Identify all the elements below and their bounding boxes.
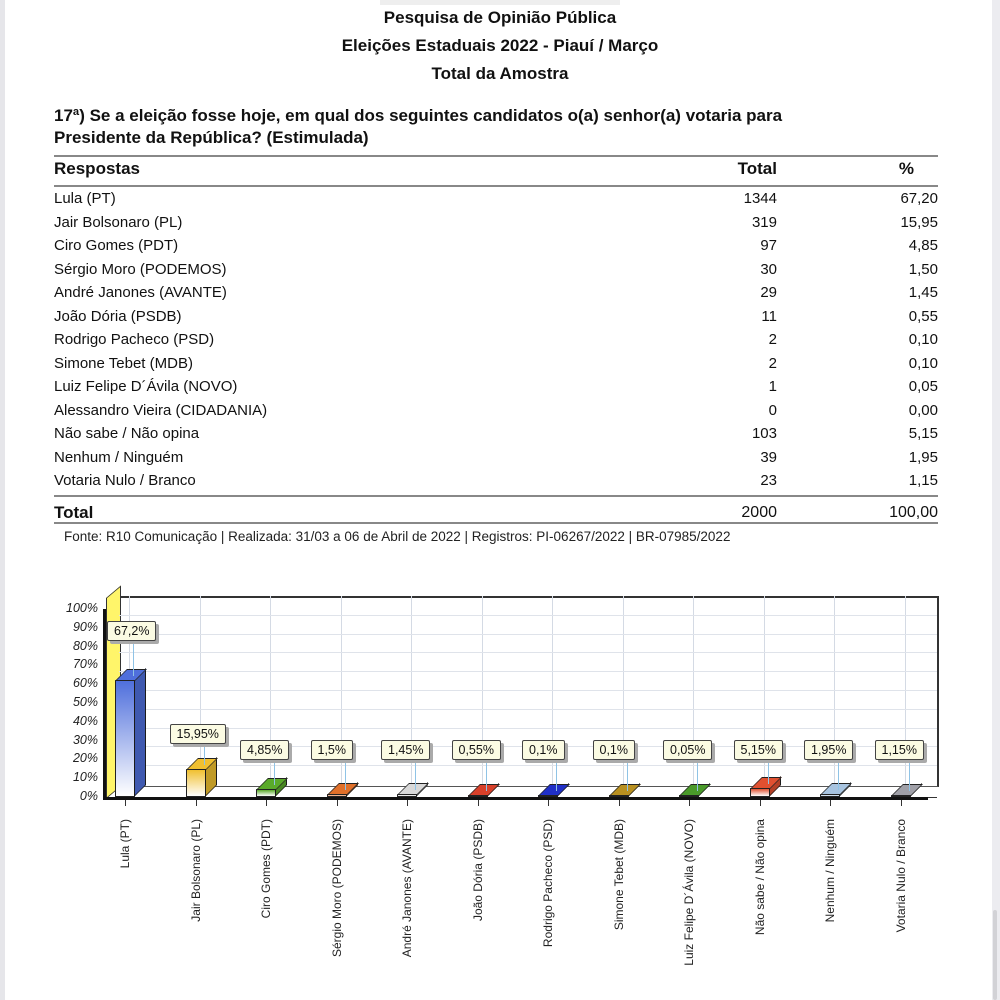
report-subtitle: Eleições Estaduais 2022 - Piauí / Março — [341, 36, 659, 55]
gridline — [119, 765, 937, 766]
chart-floor — [119, 784, 937, 798]
data-label: 0,1% — [522, 740, 565, 760]
label-leader-line — [415, 760, 416, 790]
label-leader-line — [768, 760, 769, 784]
row-pct: 0,00 — [908, 401, 938, 419]
y-tick-label: 30% — [72, 732, 98, 747]
row-name: João Dória (PSDB) — [54, 307, 182, 325]
row-name: Jair Bolsonaro (PL) — [54, 213, 183, 231]
row-total: 39 — [760, 448, 777, 466]
label-leader-line — [697, 760, 698, 791]
x-tick — [478, 800, 479, 806]
row-name: Nenhum / Ninguém — [54, 448, 184, 466]
bar[interactable] — [609, 795, 637, 797]
data-label: 4,85% — [240, 740, 289, 760]
data-label: 1,45% — [381, 740, 430, 760]
gridline — [119, 690, 937, 691]
y-tick-label: 20% — [72, 751, 98, 766]
row-total: 1 — [768, 378, 777, 395]
x-tick — [266, 800, 267, 806]
y-tick-label: 80% — [72, 638, 98, 653]
data-label: 1,95% — [804, 740, 853, 760]
y-tick-label: 40% — [72, 713, 98, 728]
data-label: 67,2% — [107, 621, 156, 641]
row-pct: 4,85 — [908, 237, 938, 254]
gridline — [119, 728, 937, 729]
bar[interactable] — [750, 788, 778, 797]
x-category-label: Sérgio Moro (PODEMOS) — [329, 819, 344, 958]
data-label: 15,95% — [170, 724, 226, 744]
row-pct: 0,10 — [908, 354, 938, 372]
x-tick — [760, 800, 761, 806]
table-row — [54, 234, 938, 258]
label-leader-line — [274, 760, 275, 785]
bar[interactable] — [538, 795, 566, 797]
bar[interactable] — [397, 794, 425, 797]
total-pct: 100,00 — [889, 503, 938, 521]
row-total: 23 — [760, 472, 777, 489]
table-row — [54, 211, 938, 235]
label-leader-line — [204, 744, 205, 765]
row-pct: 0,05 — [908, 378, 938, 395]
data-label: 0,1% — [593, 740, 636, 760]
table-row — [54, 305, 938, 329]
top-strip — [380, 0, 620, 5]
x-axis — [103, 797, 928, 800]
label-leader-line — [627, 760, 628, 791]
row-name: André Janones (AVANTE) — [54, 284, 227, 301]
gridline — [119, 652, 937, 653]
bar[interactable] — [468, 795, 496, 797]
total-count: 2000 — [741, 503, 777, 521]
x-tick — [548, 800, 549, 806]
label-leader-line — [909, 760, 910, 791]
bar[interactable] — [256, 789, 284, 797]
table-row — [54, 446, 938, 470]
question-line-2: Presidente da República? (Estimulada) — [54, 128, 369, 147]
y-tick-label: 70% — [72, 657, 98, 672]
x-tick — [901, 800, 902, 806]
row-total: 103 — [751, 425, 777, 442]
col-total: Total — [737, 159, 777, 178]
row-total: 30 — [760, 260, 777, 278]
row-pct: 15,95 — [900, 213, 938, 231]
gridline — [119, 671, 937, 672]
x-category-label: Luiz Felipe D´Ávila (NOVO) — [682, 819, 696, 966]
col-respostas: Respostas — [54, 159, 140, 178]
source-note: Fonte: R10 Comunicação | Realizada: 31/03 a 06 de Abril de 2022 | Registros: PI-06267/2022 | BR-07985/2022 — [64, 529, 731, 544]
question-text — [54, 105, 934, 149]
table-row — [54, 281, 938, 305]
row-pct: 5,15 — [908, 425, 938, 442]
x-category-label: Ciro Gomes (PDT) — [259, 819, 273, 919]
x-category-label: João Dória (PSDB) — [470, 819, 485, 922]
table-row — [54, 399, 938, 423]
table-row — [54, 375, 938, 399]
label-leader-line — [838, 760, 839, 790]
row-name: Rodrigo Pacheco (PSD) — [54, 331, 215, 348]
gridline — [119, 634, 937, 635]
y-tick-label: 60% — [72, 676, 98, 691]
row-total: 1344 — [743, 190, 777, 207]
table-row — [54, 422, 938, 446]
y-tick-label: 50% — [72, 695, 98, 709]
row-total: 29 — [760, 284, 777, 301]
row-total: 97 — [760, 237, 777, 254]
label-leader-line — [556, 760, 557, 791]
y-tick-label: 100% — [66, 601, 98, 615]
bar[interactable] — [820, 794, 848, 797]
y-tick-label: 0% — [79, 789, 98, 803]
data-label: 0,05% — [663, 740, 712, 760]
table-row — [54, 187, 938, 211]
row-total: 2 — [768, 331, 777, 348]
divider — [54, 155, 938, 157]
row-name: Simone Tebet (MDB) — [54, 354, 193, 372]
row-name: Alessandro Vieira (CIDADANIA) — [54, 401, 268, 419]
y-axis — [103, 609, 106, 799]
x-tick — [337, 800, 338, 806]
table-row — [54, 469, 938, 493]
row-total: 319 — [751, 213, 777, 231]
row-name: Lula (PT) — [54, 190, 116, 207]
row-total: 0 — [768, 401, 777, 419]
x-category-label: Jair Bolsonaro (PL) — [188, 819, 203, 922]
bar[interactable] — [115, 680, 143, 797]
x-category-label: Simone Tebet (MDB) — [611, 819, 626, 931]
total-label: Total — [54, 502, 94, 522]
row-name: Sérgio Moro (PODEMOS) — [54, 260, 227, 278]
row-pct: 1,50 — [908, 260, 938, 278]
y-tick-label: 90% — [72, 619, 98, 634]
table-row — [54, 258, 938, 282]
y-tick-label: 10% — [72, 770, 98, 785]
row-name: Luiz Felipe D´Ávila (NOVO) — [54, 378, 238, 395]
bar-chart — [0, 590, 1000, 1000]
sample-label: Total da Amostra — [431, 64, 569, 83]
x-category-label: Lula (PT) — [118, 819, 132, 869]
x-tick — [196, 800, 197, 806]
x-tick — [830, 800, 831, 806]
row-pct: 0,10 — [908, 331, 938, 348]
row-pct: 67,20 — [900, 190, 938, 207]
report-title: Pesquisa de Opinião Pública — [383, 8, 617, 27]
x-tick — [407, 800, 408, 806]
table-row — [54, 328, 938, 352]
bar[interactable] — [679, 795, 707, 797]
data-label: 0,55% — [452, 740, 501, 760]
x-category-label: Rodrigo Pacheco (PSD) — [541, 819, 555, 948]
total-row — [54, 500, 938, 526]
x-category-label: André Janones (AVANTE) — [400, 819, 414, 958]
label-leader-line — [133, 641, 134, 676]
gridline — [119, 615, 937, 616]
x-category-label: Não sabe / Não opina — [752, 819, 767, 936]
bar[interactable] — [327, 794, 355, 797]
bar[interactable] — [891, 795, 919, 797]
x-tick — [125, 800, 126, 806]
row-pct: 1,15 — [908, 472, 938, 489]
label-leader-line — [345, 760, 346, 790]
question-line-1: 17ª) Se a eleição fosse hoje, em qual dos seguintes candidatos o(a) senhor(a) votaria para — [54, 106, 783, 125]
results-table — [54, 159, 938, 526]
data-label: 1,5% — [311, 740, 354, 760]
data-label: 5,15% — [734, 740, 783, 760]
row-name: Ciro Gomes (PDT) — [54, 237, 179, 254]
row-name: Não sabe / Não opina — [54, 425, 200, 442]
bar[interactable] — [186, 769, 214, 797]
table-header — [54, 159, 938, 185]
table-row — [54, 352, 938, 376]
row-pct: 1,45 — [908, 284, 938, 301]
label-leader-line — [486, 760, 487, 791]
x-category-label: Nenhum / Ninguém — [823, 819, 837, 923]
row-name: Votaria Nulo / Branco — [54, 472, 196, 489]
row-pct: 0,55 — [908, 307, 938, 325]
row-pct: 1,95 — [908, 448, 938, 466]
row-total: 11 — [761, 307, 777, 325]
col-pct: % — [898, 159, 914, 178]
x-tick — [689, 800, 690, 806]
gridline — [119, 709, 937, 710]
x-category-label: Votaria Nulo / Branco — [893, 819, 908, 933]
x-tick — [619, 800, 620, 806]
data-label: 1,15% — [875, 740, 924, 760]
row-total: 2 — [768, 354, 777, 372]
